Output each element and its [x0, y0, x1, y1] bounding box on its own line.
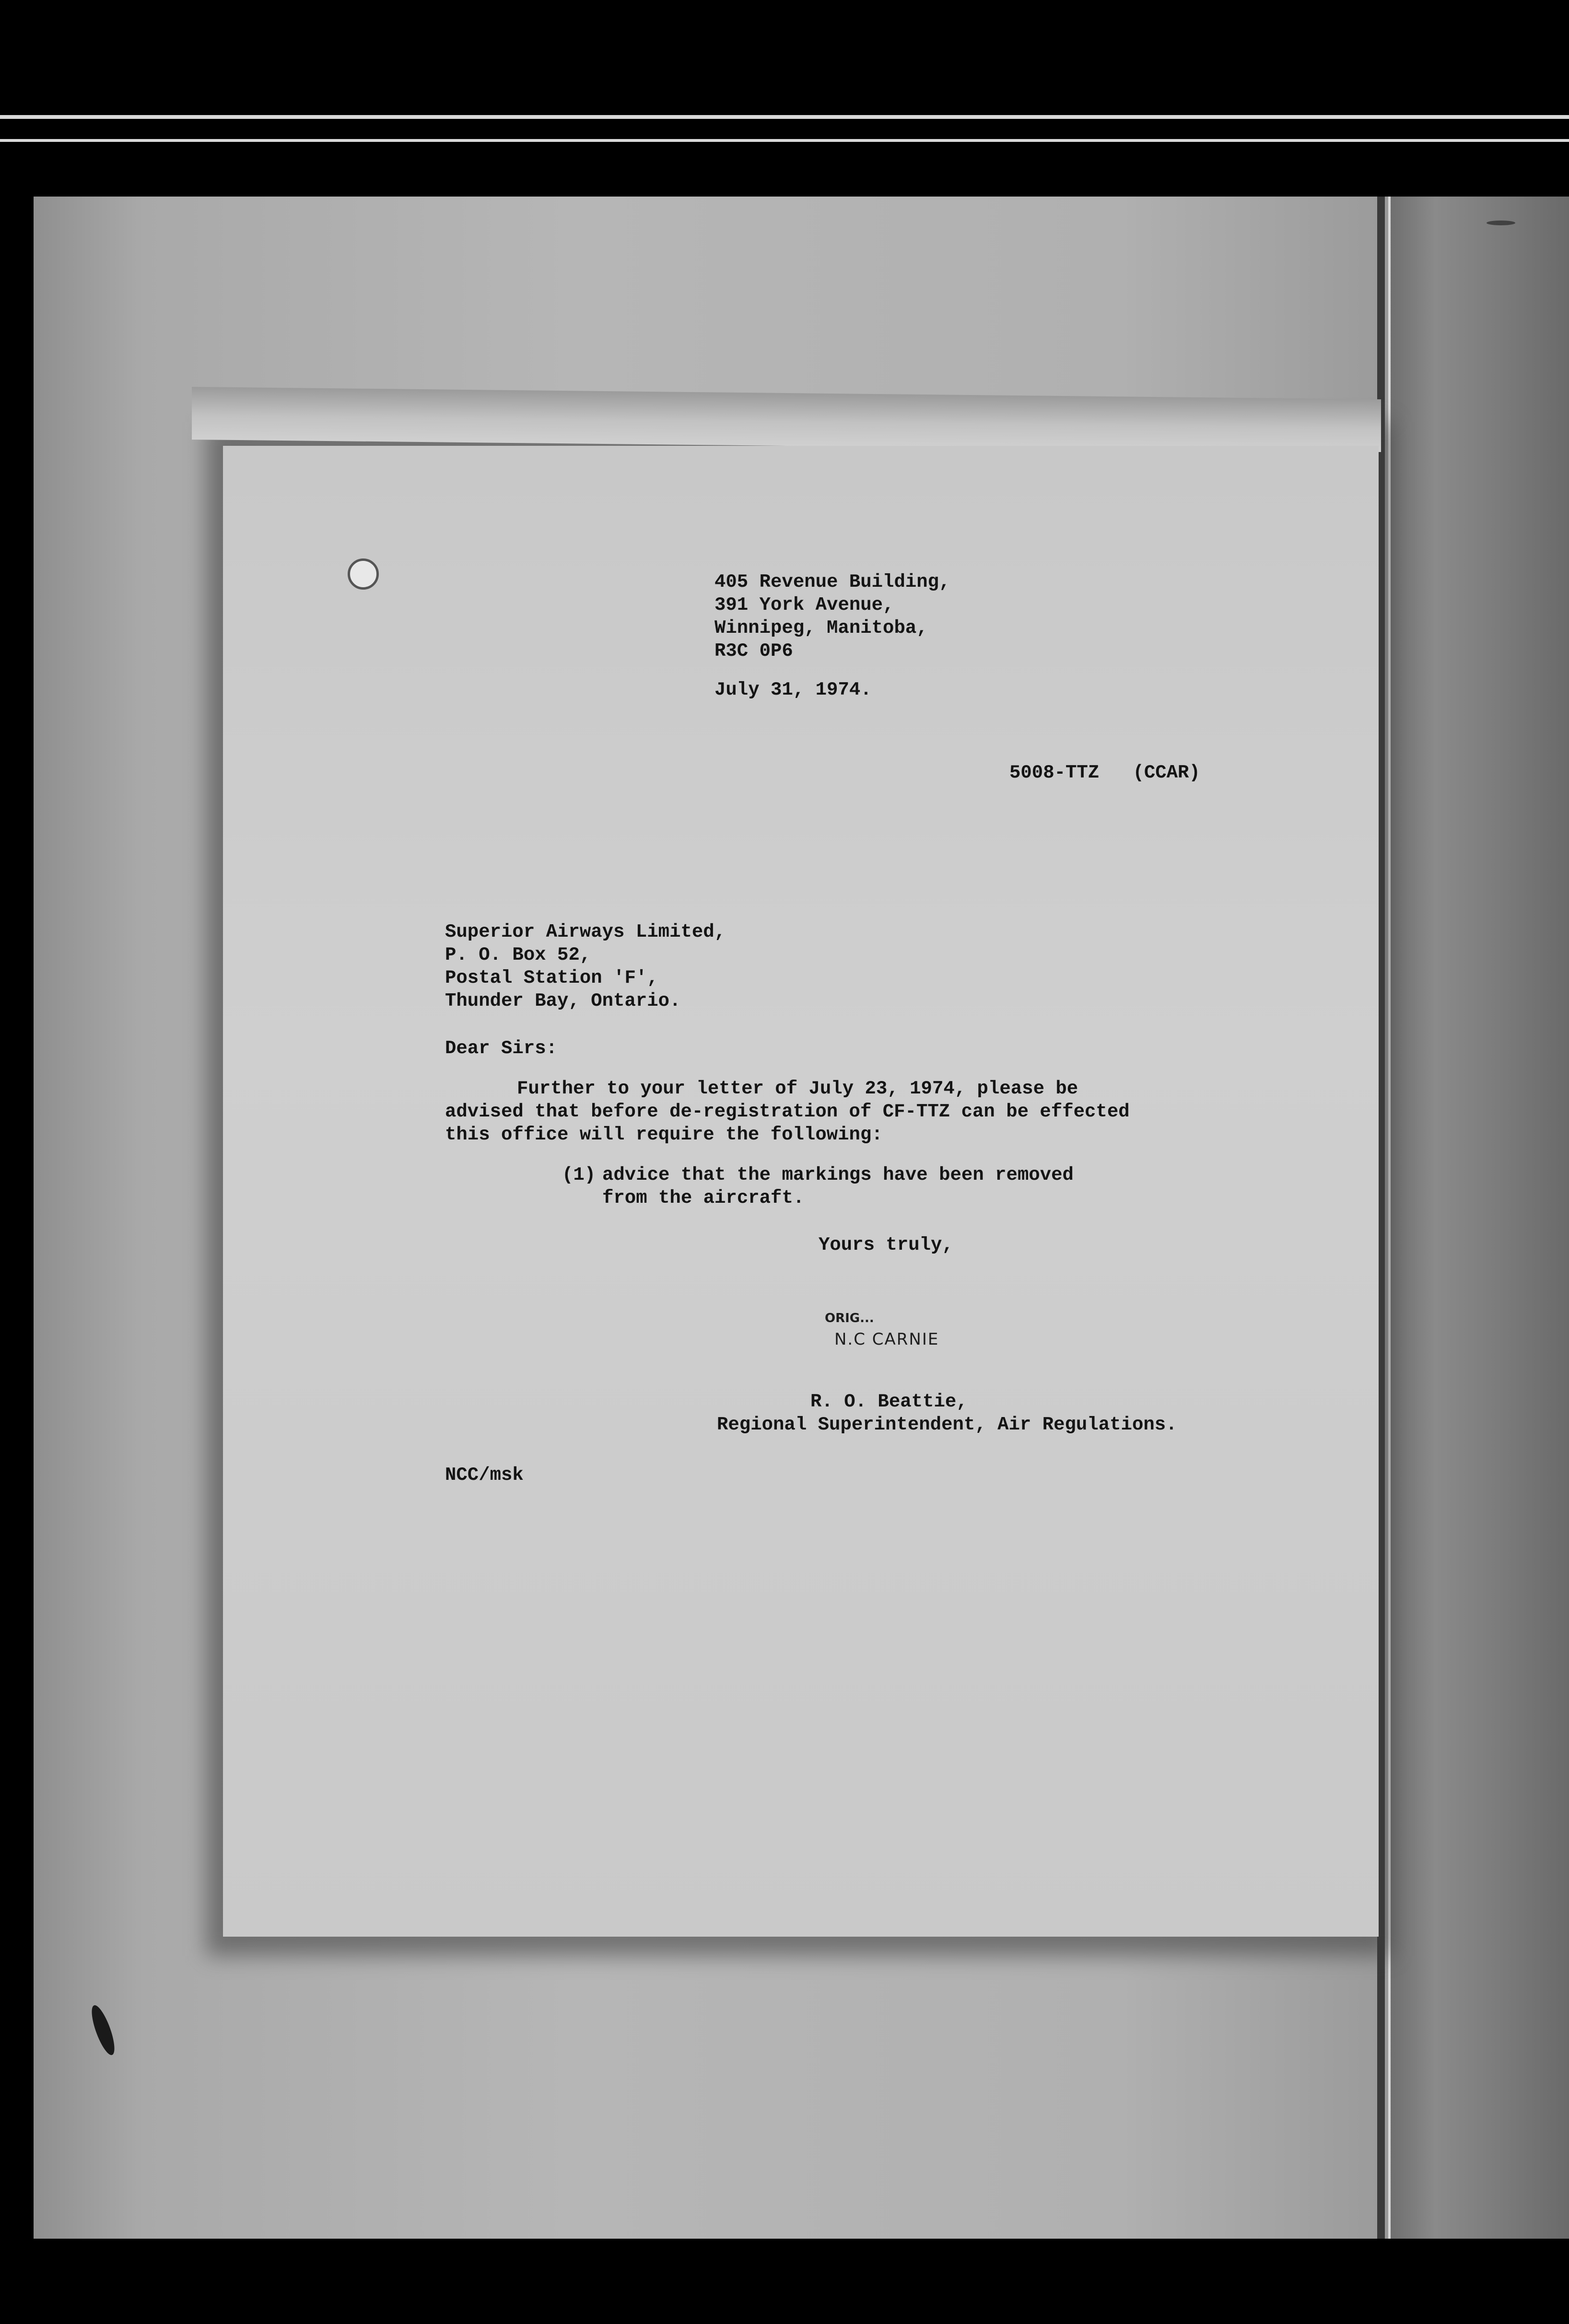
address-line: Thunder Bay, Ontario. — [445, 990, 681, 1011]
address-line: 391 York Avenue, — [714, 594, 894, 616]
typist-initials: NCC/msk — [445, 1464, 524, 1486]
staple-mark — [348, 558, 379, 590]
signatory-title: Regional Superintendent, Air Regulations. — [717, 1414, 1177, 1435]
address-line: 405 Revenue Building, — [714, 571, 950, 593]
file-reference: 5008-TTZ (CCAR) — [1009, 762, 1200, 783]
body-paragraph: Further to your letter of July 23, 1974, please be advised that before de-registration of CF-TTZ can be effected this office will require the following: — [445, 1078, 1130, 1145]
signature-name: N.C CARNIE — [834, 1330, 939, 1349]
address-line: Winnipeg, Manitoba, — [714, 617, 928, 639]
closing: Yours truly, — [819, 1234, 953, 1255]
address-line: R3C 0P6 — [714, 640, 793, 662]
required-item — [562, 1163, 1113, 1209]
letter-date: July 31, 1974. — [714, 679, 872, 700]
recipient-address — [445, 920, 726, 1012]
signature-orig: ORIG... — [825, 1311, 874, 1325]
handwritten-signature — [825, 1308, 939, 1350]
film-edge-line — [0, 115, 1569, 119]
item-text: advice that the markings have been removed from the aircraft. — [602, 1164, 1074, 1208]
signatory-block — [717, 1390, 1177, 1436]
address-line: P. O. Box 52, — [445, 944, 591, 965]
item-number: (1) — [562, 1164, 596, 1185]
address-line: Postal Station 'F', — [445, 967, 658, 988]
folder-right-edge — [1391, 197, 1569, 2239]
ink-smudge — [1487, 221, 1515, 225]
address-line: Superior Airways Limited, — [445, 921, 726, 942]
salutation: Dear Sirs: — [445, 1038, 558, 1059]
film-edge-line — [0, 139, 1569, 142]
signatory-name: R. O. Beattie, — [810, 1391, 968, 1412]
sender-address — [714, 570, 950, 662]
